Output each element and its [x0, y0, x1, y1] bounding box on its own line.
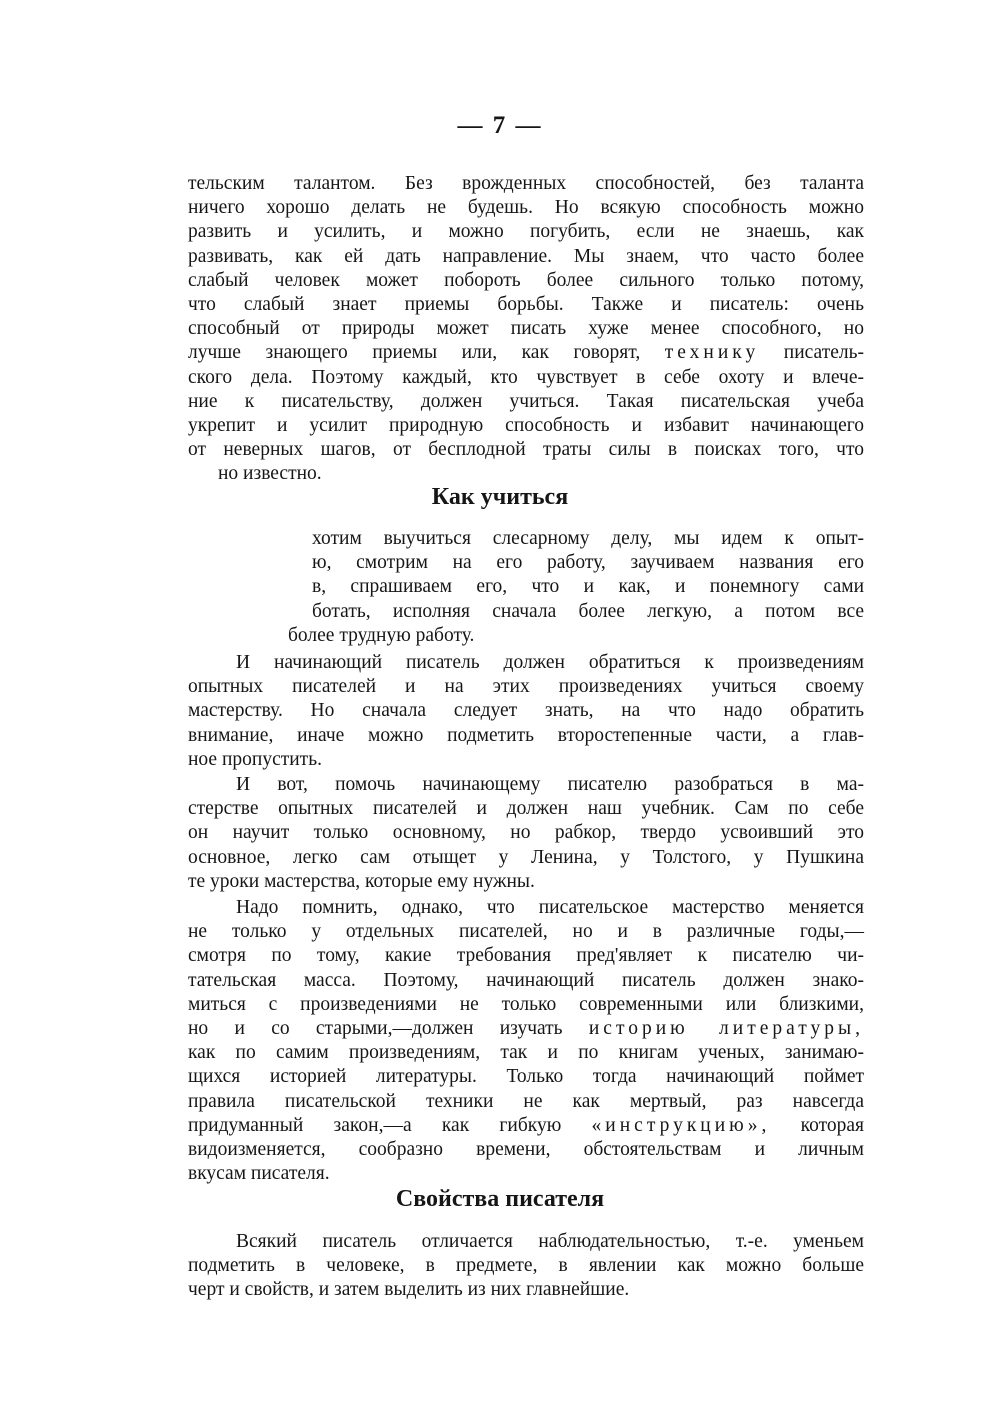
text-line: как по самим произведениям, так и по книгам ученых, занимаю- — [188, 1042, 864, 1064]
text-line: стерстве опытных писателей и должен наш учебник. Сам по себе — [188, 798, 864, 820]
text-line: внимание, иначе можно подметить второстепенные части, а глав- — [188, 724, 864, 746]
spaced-emphasis: историю литературы, — [588, 1018, 865, 1040]
text-line-with-emphasis — [188, 1114, 864, 1138]
text-line: развивать, как ей дать направление. Мы знаем, что часто более — [188, 245, 864, 267]
text-line: тельским талантом. Без врожденных способностей, без таланта — [188, 173, 864, 194]
section-heading: Как учиться — [431, 484, 569, 510]
text-line: ничего хорошо делать не будешь. Но всякую способность можно — [188, 197, 864, 219]
text-line: И начинающий писатель должен обратиться к произведениям — [236, 652, 864, 673]
paragraph — [188, 1230, 864, 1303]
text-line: видоизменяется, сообразно времени, обстоятельствам и личным — [188, 1139, 864, 1161]
text-line: хотим выучиться слесарному делу, мы идем к опыт- — [312, 528, 864, 549]
text-line: Надо помнить, однако, что писательское мастерство меняется — [236, 897, 864, 918]
text-line-with-emphasis — [188, 341, 864, 365]
text-line: не только у отдельных писателей, но и в различные годы,— — [188, 921, 864, 943]
text-segment: лучше знающего приемы или, как говорят, — [188, 342, 641, 364]
text-line: но известно. — [218, 463, 322, 485]
indented-paragraph — [288, 527, 864, 648]
text-line: ботать, исполняя сначала более легкую, а потом все — [312, 600, 864, 622]
spaced-emphasis: «инструкцию», — [591, 1114, 771, 1136]
text-line: что слабый знает приемы борьбы. Также и писатель: очень — [188, 294, 864, 316]
text-line: основное, легко сам отыщет у Ленина, у Толстого, у Пушкина — [188, 846, 864, 868]
text-line: вкусам писателя. — [188, 1163, 330, 1185]
text-line: те уроки мастерства, которые ему нужны. — [188, 870, 535, 892]
text-segment: придуманный закон,—а как гибкую — [188, 1114, 562, 1136]
section-heading: Свойства писателя — [395, 1186, 605, 1212]
text-line: от неверных шагов, от бесплодной траты силы в поисках того, что — [188, 439, 864, 461]
text-line: мастерству. Но сначала следует знать, на что надо обратить — [188, 700, 864, 722]
text-segment: которая — [800, 1114, 864, 1136]
paragraph — [188, 896, 864, 1186]
text-line: тательская масса. Поэтому, начинающий писатель должен знако- — [188, 969, 864, 991]
text-segment: писатель- — [783, 342, 865, 364]
text-line: подметить в человеке, в предмете, в явлении как можно больше — [188, 1255, 864, 1277]
text-line: черт и свойств, и затем выделить из них главнейшие. — [188, 1279, 630, 1301]
text-line: Всякий писатель отличается наблюдательностью, т.-е. уменьем — [236, 1231, 864, 1252]
text-line: ние к писательству, должен учиться. Такая писательская учеба — [188, 390, 864, 412]
text-line: ное пропустить. — [188, 748, 322, 770]
paragraph — [188, 651, 864, 772]
text-line: способный от природы может писать хуже менее способного, но — [188, 318, 864, 340]
spaced-emphasis: технику — [664, 342, 760, 364]
text-line: ю, смотрим на его работу, заучиваем названия его — [312, 552, 864, 574]
text-line: укрепит и усилит природную способность и избавит начинающего — [188, 415, 864, 437]
paragraph — [188, 773, 864, 894]
text-line: опытных писателей и на этих произведениях учиться своему — [188, 676, 864, 698]
text-line: он научит только основному, но рабкор, твердо усвоивший это — [188, 822, 864, 844]
text-line-with-emphasis — [188, 1017, 864, 1041]
text-line: И вот, помочь начинающему писателю разобраться в ма- — [236, 774, 864, 795]
text-line: в, спрашиваем его, что и как, и понемногу сами — [312, 576, 864, 598]
text-line: щихся историей литературы. Только тогда начинающий поймет — [188, 1066, 864, 1088]
text-line: более трудную работу. — [288, 624, 475, 646]
text-line: правила писательской техники не как мертвый, раз навсегда — [188, 1090, 864, 1112]
text-line: слабый человек может побороть более сильного только потому, — [188, 269, 864, 291]
text-segment: но и со старыми,—должен изучать — [188, 1018, 563, 1040]
text-line: смотря по тому, какие требования пред'являет к писателю чи- — [188, 945, 864, 967]
text-line: развить и усилить, и можно погубить, если не знаешь, как — [188, 221, 864, 243]
text-line: ского дела. Поэтому каждый, кто чувствует в себе охоту и влече- — [188, 366, 864, 388]
intro-paragraph — [188, 172, 864, 487]
page-number: — 7 — — [457, 112, 543, 139]
text-line: миться с произведениями не только современными или близкими, — [188, 993, 864, 1015]
